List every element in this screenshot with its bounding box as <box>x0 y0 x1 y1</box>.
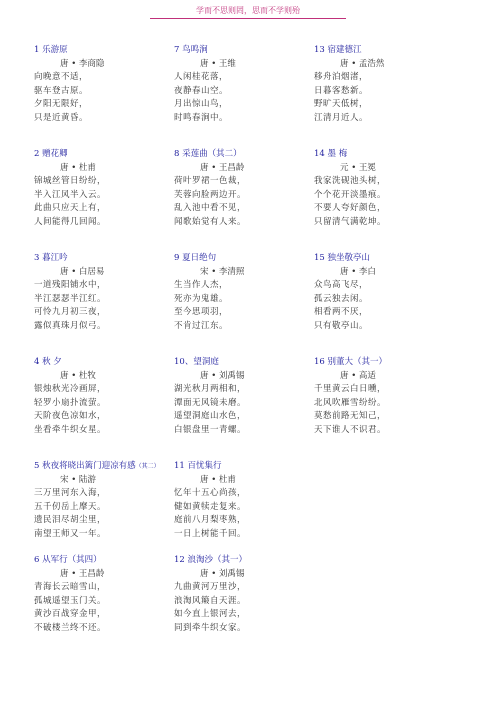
page-header: 学而不思则罔，思而不学则殆 <box>196 6 300 15</box>
poem-line: 此曲只应天上有， <box>34 203 107 213</box>
poem-title: 11 百忧集行 <box>174 461 222 471</box>
poem-line: 遗民泪尽胡尘里， <box>34 515 107 525</box>
poem-line: 江清月近人。 <box>314 112 369 123</box>
poem-11 <box>174 460 314 541</box>
poem-line: 遥望洞庭山水色， <box>174 411 247 421</box>
poem-title: 1 乐游原 <box>34 45 68 55</box>
poem-line: 九曲黄河万里沙， <box>174 582 247 592</box>
poem-author: 唐 • 刘禹锡 <box>200 370 245 381</box>
header-divider <box>150 18 346 19</box>
poem-title: 7 鸟鸣涧 <box>174 45 208 55</box>
poem-line: 月出惊山鸟， <box>174 99 229 109</box>
poem-author: 唐 • 王昌龄 <box>200 162 245 173</box>
poem-3 <box>34 252 174 333</box>
poem-author: 唐 • 刘禹锡 <box>200 568 245 579</box>
poem-line: 庭前八月梨枣熟， <box>174 515 247 525</box>
poem-line: 千里黄云白日曛， <box>314 384 387 394</box>
poem-title-main: 5 秋夜将晓出篱门迎凉有感 <box>34 461 136 471</box>
poem-line: 露似真珠月似弓。 <box>34 320 107 331</box>
poem-line: 生当作人杰， <box>174 280 229 290</box>
poem-author: 唐 • 王维 <box>200 58 236 69</box>
poem-line: 五千仞岳上摩天。 <box>34 501 107 512</box>
poem-line: 青海长云暗雪山， <box>34 582 107 592</box>
poem-title: 6 从军行（其四） <box>34 555 102 565</box>
poem-author: 唐 • 杜甫 <box>60 162 96 173</box>
poem-line: 银烛秋光冷画屏， <box>34 384 107 394</box>
poem-line: 移舟泊烟渚， <box>314 72 369 82</box>
poem-5 <box>34 460 174 541</box>
poem-author: 唐 • 杜牧 <box>60 370 96 381</box>
poem-line: 死亦为鬼雄。 <box>174 293 229 304</box>
poem-14 <box>314 148 454 229</box>
poem-title: 9 夏日绝句 <box>174 253 217 263</box>
poem-title: 13 宿建德江 <box>314 45 362 55</box>
poem-line: 人闲桂花落， <box>174 72 229 82</box>
poem-15 <box>314 252 454 333</box>
poem-line: 只留清气满乾坤。 <box>314 216 387 227</box>
poem-line: 锦城丝管日纷纷， <box>34 176 107 186</box>
poem-line: 坐看牵牛织女星。 <box>34 424 107 435</box>
poem-line: 不破楼兰终不还。 <box>34 622 107 633</box>
poem-line: 健如黄犊走复来。 <box>174 501 247 512</box>
poem-line: 夕阳无限好， <box>34 99 89 109</box>
poem-line: 半入江风半入云。 <box>34 189 107 200</box>
poem-8 <box>174 148 314 229</box>
poem-title: 12 浪淘沙（其一） <box>174 555 248 565</box>
poem-line: 不要人夸好颜色， <box>314 203 387 213</box>
poem-author: 元 • 王冕 <box>340 162 376 173</box>
poem-line: 北风吹雁雪纷纷。 <box>314 397 387 408</box>
poem-line: 一日上树能千回。 <box>174 528 247 539</box>
poem-line: 一道残阳铺水中， <box>34 280 107 290</box>
poem-line: 人间能得几回闻。 <box>34 216 107 227</box>
poem-line: 相看两不厌， <box>314 307 369 317</box>
poem-line: 轻罗小扇扑流萤。 <box>34 397 107 408</box>
poem-line: 野旷天低树， <box>314 99 369 109</box>
poem-title: 10、望洞庭 <box>174 357 219 367</box>
poem-title-note: （其二） <box>135 463 160 470</box>
poem-line: 夜静春山空。 <box>174 85 229 96</box>
poem-line: 天下谁人不识君。 <box>314 424 387 435</box>
poem-author: 唐 • 杜甫 <box>200 474 236 485</box>
poem-author: 唐 • 白居易 <box>60 266 105 277</box>
poem-line: 忆年十五心尚孩， <box>174 488 247 498</box>
poem-line: 如今直上银河去， <box>174 609 247 619</box>
poem-1 <box>34 44 174 125</box>
poem-author: 唐 • 高适 <box>340 370 376 381</box>
poem-4 <box>34 356 174 437</box>
poem-line: 驱车登古原。 <box>34 85 89 96</box>
poem-title: 15 独坐敬亭山 <box>314 253 371 263</box>
poem-line: 只有敬亭山。 <box>314 320 369 331</box>
poem-line: 湖光秋月两相和， <box>174 384 247 394</box>
poem-12 <box>174 554 314 635</box>
poem-line: 孤云独去闲。 <box>314 293 369 304</box>
poem-author: 唐 • 李商隐 <box>60 58 105 69</box>
poem-line: 莫愁前路无知己， <box>314 411 387 421</box>
poem-line: 黄沙百战穿金甲， <box>34 609 107 619</box>
poem-6 <box>34 554 174 635</box>
poem-author: 宋 • 陆游 <box>60 474 96 485</box>
poem-9 <box>174 252 314 333</box>
poem-line: 只是近黄昏。 <box>34 112 89 123</box>
poem-title <box>34 460 174 474</box>
poem-line: 荷叶罗裙一色裁， <box>174 176 247 186</box>
poem-author: 唐 • 孟浩然 <box>340 58 385 69</box>
poem-line: 白银盘里一青螺。 <box>174 424 247 435</box>
poem-line: 时鸣春涧中。 <box>174 112 229 123</box>
poem-line: 三万里河东入海， <box>34 488 107 498</box>
poem-title: 16 别董大（其一） <box>314 357 388 367</box>
poem-title: 2 赠花卿 <box>34 149 68 159</box>
poem-line: 南望王师又一年。 <box>34 528 107 539</box>
poem-line: 不肯过江东。 <box>174 320 229 331</box>
poem-line: 闻歌始觉有人来。 <box>174 216 247 227</box>
poem-title: 14 墨 梅 <box>314 149 348 159</box>
poem-2 <box>34 148 174 229</box>
poem-line: 个个花开淡墨痕。 <box>314 189 387 200</box>
poem-line: 至今思项羽， <box>174 307 229 317</box>
poem-line: 日暮客愁新。 <box>314 85 369 96</box>
poem-author: 唐 • 王昌龄 <box>60 568 105 579</box>
poem-author: 宋 • 李清照 <box>200 266 245 277</box>
poem-line: 向晚意不适， <box>34 72 89 82</box>
poem-13 <box>314 44 454 125</box>
poem-10 <box>174 356 314 437</box>
poem-line: 众鸟高飞尽， <box>314 280 369 290</box>
poem-line: 乱入池中看不见， <box>174 203 247 213</box>
poem-7 <box>174 44 314 125</box>
poem-line: 潭面无风镜未磨。 <box>174 397 247 408</box>
poem-line: 浪淘风簸自天涯。 <box>174 595 247 606</box>
poem-title: 8 采莲曲（其二） <box>174 149 242 159</box>
poem-line: 孤城遥望玉门关。 <box>34 595 107 606</box>
poem-author: 唐 • 李白 <box>340 266 376 277</box>
poem-line: 可怜九月初三夜， <box>34 307 107 317</box>
poem-line: 天阶夜色凉如水， <box>34 411 107 421</box>
poem-16 <box>314 356 454 437</box>
poem-line: 同到牵牛织女家。 <box>174 622 247 633</box>
poem-title: 4 秋 夕 <box>34 357 62 367</box>
poem-line: 芙蓉向脸两边开。 <box>174 189 247 200</box>
poem-line: 半江瑟瑟半江红。 <box>34 293 107 304</box>
poem-line: 我家洗砚池头树， <box>314 176 387 186</box>
poem-title: 3 暮江吟 <box>34 253 68 263</box>
